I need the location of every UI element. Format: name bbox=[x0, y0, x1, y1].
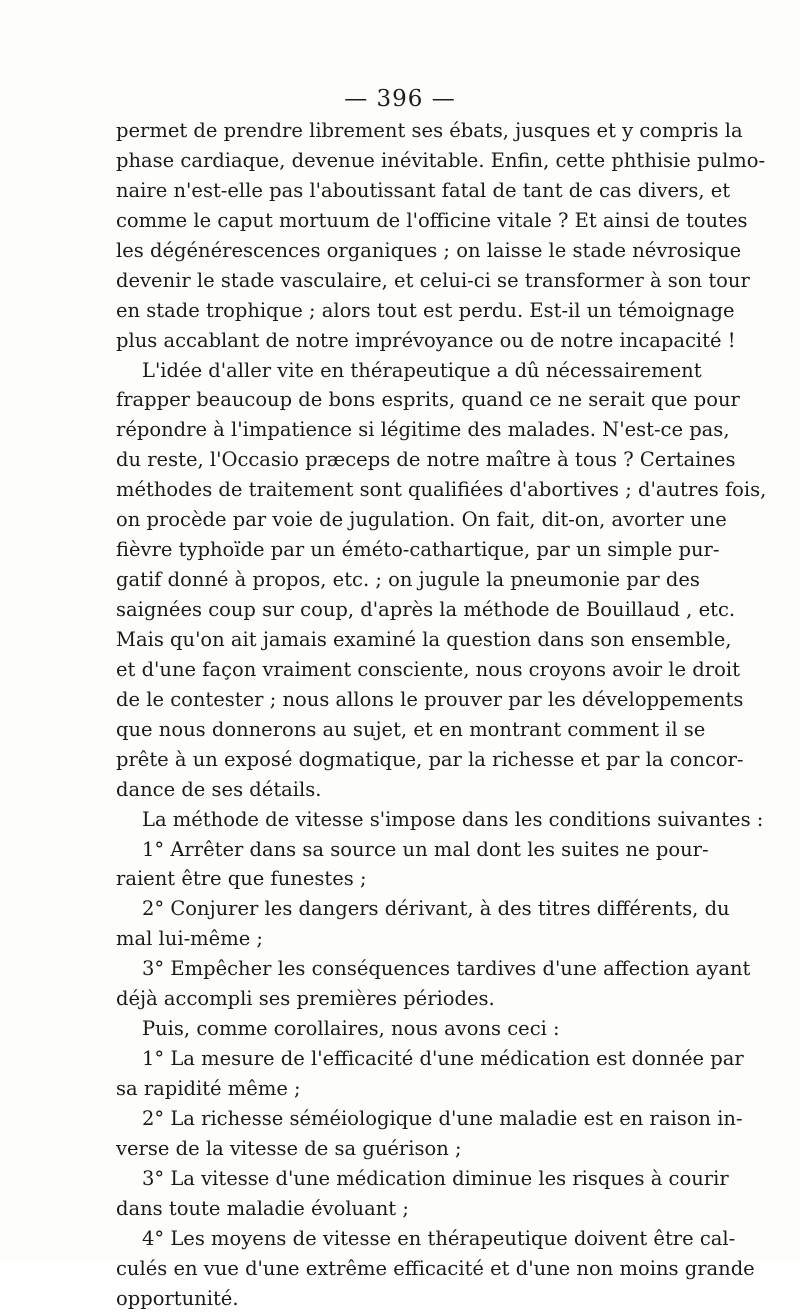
text-line: prête à un exposé dogmatique, par la richesse et par la concor- bbox=[116, 747, 744, 771]
text-line: de le contester ; nous allons le prouver par les développements bbox=[116, 687, 744, 711]
text-line: culés en vue d'une extrême efficacité et d'une non moins grande bbox=[116, 1256, 755, 1280]
text-line: 2° Conjurer les dangers dérivant, à des titres différents, du bbox=[142, 897, 730, 921]
text-line: on procède par voie de jugulation. On fait, dit-on, avorter une bbox=[116, 508, 727, 532]
text-line: 2° La richesse séméiologique d'une maladie est en raison in- bbox=[142, 1106, 743, 1130]
text-line: fièvre typhoïde par un éméto-cathartique, par un simple pur- bbox=[116, 538, 720, 562]
text-line: déjà accompli ses premières périodes. bbox=[116, 987, 495, 1011]
text-line: dance de ses détails. bbox=[116, 777, 322, 801]
text-line: dans toute maladie évoluant ; bbox=[116, 1196, 409, 1220]
text-line: La méthode de vitesse s'impose dans les conditions suivantes : bbox=[142, 807, 764, 831]
text-line: les dégénérescences organiques ; on laisse le stade névrosique bbox=[116, 238, 742, 262]
text-line: répondre à l'impatience si légitime des malades. N'est-ce pas, bbox=[116, 418, 730, 442]
text-line: opportunité. bbox=[116, 1286, 239, 1310]
text-line: L'idée d'aller vite en thérapeutique a dû nécessairement bbox=[142, 358, 702, 382]
text-line: plus accablant de notre imprévoyance ou de notre incapacité ! bbox=[116, 328, 736, 352]
text-line: sa rapidité même ; bbox=[116, 1077, 301, 1100]
text-line: du reste, l'Occasio præceps de notre maître à tous ? Certaines bbox=[116, 448, 736, 472]
text-line: en stade trophique ; alors tout est perdu. Est-il un témoignage bbox=[116, 298, 735, 322]
text-line: gatif donné à propos, etc. ; on jugule la pneumonie par des bbox=[116, 568, 700, 592]
text-line: et d'une façon vraiment consciente, nous croyons avoir le droit bbox=[116, 657, 740, 681]
text-line: naire n'est-elle pas l'aboutissant fatal de tant de cas divers, et bbox=[116, 178, 731, 202]
text-line: Mais qu'on ait jamais examiné la question dans son ensemble, bbox=[116, 627, 732, 651]
text-line: 1° La mesure de l'efficacité d'une médication est donnée par bbox=[142, 1047, 744, 1071]
text-line: Puis, comme corollaires, nous avons ceci : bbox=[142, 1017, 560, 1041]
text-line: 3° La vitesse d'une médication diminue les risques à courir bbox=[142, 1166, 729, 1190]
text-line: 1° Arrêter dans sa source un mal dont les suites ne pour- bbox=[142, 837, 709, 861]
text-line: 3° Empêcher les conséquences tardives d'une affection ayant bbox=[142, 957, 751, 981]
text-line: comme le caput mortuum de l'officine vitale ? Et ainsi de toutes bbox=[116, 208, 748, 232]
text-line: frapper beaucoup de bons esprits, quand ce ne serait que pour bbox=[116, 388, 740, 412]
page-number: — 396 — bbox=[344, 86, 456, 112]
text-line: que nous donnerons au sujet, et en montrant comment il se bbox=[116, 717, 706, 741]
text-line: raient être que funestes ; bbox=[116, 867, 367, 891]
text-line: 4° Les moyens de vitesse en thérapeutique doivent être cal- bbox=[142, 1226, 736, 1250]
text-line: devenir le stade vasculaire, et celui-ci se transformer à son tour bbox=[116, 268, 750, 292]
text-line: phase cardiaque, devenue inévitable. Enfin, cette phthisie pulmo- bbox=[116, 148, 766, 172]
body-text bbox=[116, 116, 767, 1314]
text-line: méthodes de traitement sont qualifiées d'abortives ; d'autres fois, bbox=[116, 478, 767, 502]
text-line: saignées coup sur coup, d'après la méthode de Bouillaud , etc. bbox=[116, 598, 736, 621]
text-line: mal lui-même ; bbox=[116, 927, 264, 951]
text-line: permet de prendre librement ses ébats, jusques et y compris la bbox=[116, 119, 743, 142]
text-line: verse de la vitesse de sa guérison ; bbox=[116, 1136, 462, 1160]
